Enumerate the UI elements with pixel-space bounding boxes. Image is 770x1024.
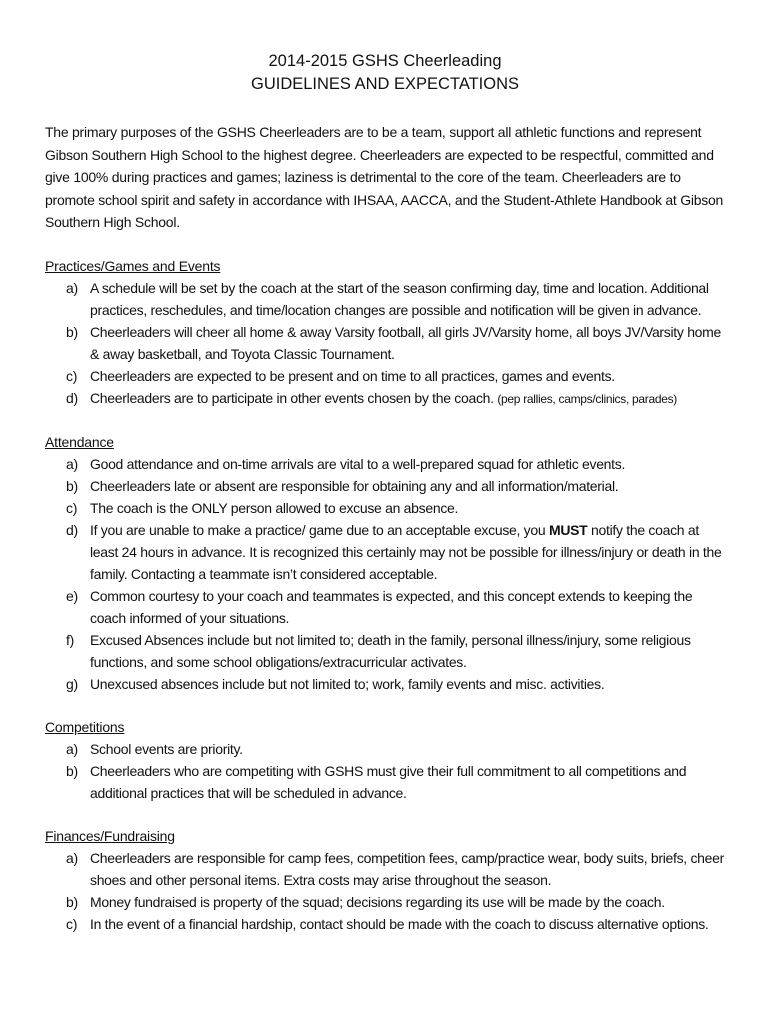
list-item-text: Common courtesy to your coach and teammates is expected, and this concept extends to keeping the coach informed of your situations. xyxy=(90,587,693,626)
list-marker: b) xyxy=(66,893,78,910)
list-item-text: Cheerleaders late or absent are responsible for obtaining any and all information/material. xyxy=(90,477,619,494)
list-item-text: notify the coach at least 24 hours in advance. It is recognized this certainly may not be possible for illness/injury or death in the family. Contacting a teammate isn’t considered acceptable. xyxy=(90,521,722,582)
section-heading: Attendance xyxy=(45,433,114,450)
list-item xyxy=(45,387,725,410)
list-item-text: School events are priority. xyxy=(90,740,243,757)
title-line-1: 2014-2015 GSHS Cheerleading xyxy=(268,52,502,70)
list-item-text: If you are unable to make a practice/ game due to an acceptable excuse, you xyxy=(90,521,546,538)
document-page xyxy=(45,50,725,935)
list-marker: a) xyxy=(66,849,78,866)
document-title xyxy=(45,50,725,96)
list-marker: a) xyxy=(66,455,78,472)
list-marker: d) xyxy=(66,521,78,538)
section-competitions xyxy=(45,716,725,804)
list-item-text: Cheerleaders will cheer all home & away Varsity football, all girls JV/Varsity home, all boys JV/Varsity home & away basketball, and Toyota Classic Tournament. xyxy=(90,323,722,362)
list-item-text: Money fundraised is property of the squad; decisions regarding its use will be made by the coach. xyxy=(90,893,665,910)
list-item-text: Cheerleaders are to participate in other events chosen by the coach. xyxy=(90,389,494,406)
section-list xyxy=(45,847,725,935)
list-item xyxy=(45,277,725,321)
list-item xyxy=(45,321,725,365)
list-item xyxy=(45,847,725,891)
section-finances xyxy=(45,825,725,935)
list-marker: a) xyxy=(66,279,78,296)
emphasis-must: MUST xyxy=(548,521,588,538)
list-item-text: Cheerleaders are responsible for camp fees, competition fees, camp/practice wear, body suits, briefs, cheer shoes and other personal items. Extra costs may arise throughout the season. xyxy=(90,849,725,888)
list-item xyxy=(45,891,725,913)
list-item xyxy=(45,585,725,629)
list-item-text: Cheerleaders are expected to be present and on time to all practices, games and events. xyxy=(90,367,615,384)
list-item xyxy=(45,673,725,695)
list-marker: b) xyxy=(66,762,78,779)
list-marker: g) xyxy=(66,675,78,692)
section-heading: Finances/Fundraising xyxy=(45,827,175,844)
intro-paragraph: The primary purposes of the GSHS Cheerleaders are to be a team, support all athletic functions and represent Gibson Southern High School to the highest degree. Cheerleaders are expected to be respectful, committed and give 100% during practices and games; laziness is detrimental to the core of the team. Cheerleaders are to promote school spirit and safety in accordance with IHSAA, AACCA, and the Student-Athlete Handbook at Gibson Southern High School. xyxy=(45,124,724,230)
list-item-note: (pep rallies, camps/clinics, parades) xyxy=(497,391,677,406)
list-marker: c) xyxy=(66,367,78,384)
list-marker: e) xyxy=(66,587,78,604)
list-item xyxy=(45,365,725,387)
section-practices xyxy=(45,255,725,410)
section-list xyxy=(45,277,725,410)
list-item xyxy=(45,629,725,673)
list-item-text: A schedule will be set by the coach at the start of the season confirming day, time and location. Additional practices, reschedules, and time/location changes are possible and notification will be given in advance. xyxy=(90,279,709,318)
section-heading: Practices/Games and Events xyxy=(45,257,221,274)
list-item-text: Good attendance and on-time arrivals are vital to a well-prepared squad for athletic events. xyxy=(90,455,626,472)
section-list xyxy=(45,738,725,804)
list-marker: d) xyxy=(66,389,78,406)
list-item xyxy=(45,913,725,935)
list-item xyxy=(45,497,725,519)
list-item xyxy=(45,738,725,760)
list-item xyxy=(45,453,725,475)
section-heading: Competitions xyxy=(45,718,125,735)
list-item xyxy=(45,475,725,497)
list-marker: a) xyxy=(66,740,78,757)
list-item xyxy=(45,519,725,585)
section-list xyxy=(45,453,725,695)
list-marker: b) xyxy=(66,477,78,494)
list-item-text: Excused Absences include but not limited to; death in the family, personal illness/injury, some religious functions, and some school obligations/extracurricular activates. xyxy=(90,631,691,670)
list-item-text: In the event of a financial hardship, contact should be made with the coach to discuss alternative options. xyxy=(90,915,709,932)
list-item-text: Cheerleaders who are competiting with GSHS must give their full commitment to all competitions and additional practices that will be scheduled in advance. xyxy=(90,762,687,801)
list-marker: b) xyxy=(66,323,78,340)
section-attendance xyxy=(45,431,725,695)
title-line-2: GUIDELINES AND EXPECTATIONS xyxy=(250,75,520,93)
list-item-text: The coach is the ONLY person allowed to excuse an absence. xyxy=(90,499,459,516)
list-item xyxy=(45,760,725,804)
list-item-text: Unexcused absences include but not limited to; work, family events and misc. activities. xyxy=(90,675,605,692)
list-marker: f) xyxy=(66,631,74,648)
list-marker: c) xyxy=(66,499,78,516)
list-marker: c) xyxy=(66,915,78,932)
